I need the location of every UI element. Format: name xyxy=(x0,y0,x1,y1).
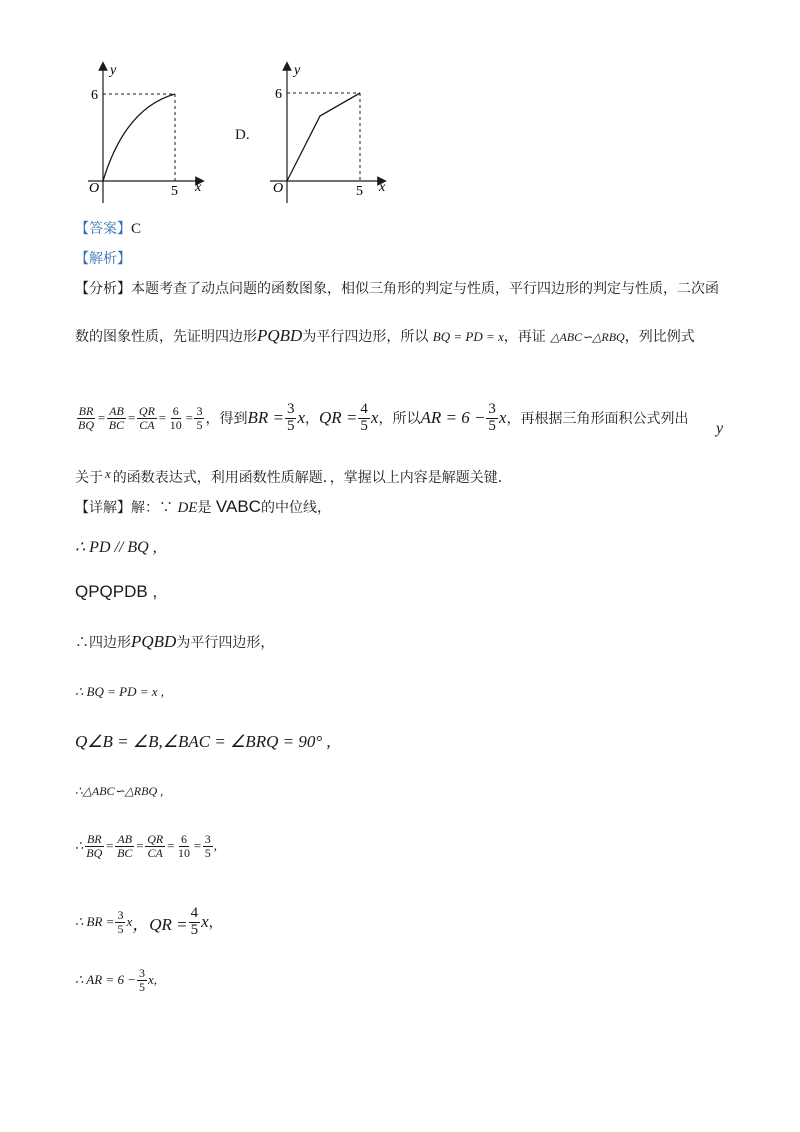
fenxi-line-2 xyxy=(75,326,695,346)
graph-c-x-tick: 5 xyxy=(171,184,178,199)
fenxi-x-var: x xyxy=(105,466,111,481)
frac-ab-bc: $\frac{AB}{BC}$ xyxy=(108,404,125,432)
graph-d-y-label: y xyxy=(294,63,301,78)
fenxi-tag: 【分析】 xyxy=(75,281,131,297)
fenxi-br-expr: BR = $\frac{3}{5}$ x xyxy=(247,401,306,434)
fenxi-qr-expr: QR = $\frac{4}{5}$ x xyxy=(319,401,379,434)
fenxi-text-2a: 数的图象性质，先证明四边形 xyxy=(75,329,257,345)
graph-c-y-label: y xyxy=(110,63,117,78)
answer-value: C xyxy=(131,221,142,237)
fenxi-text-3d: ，再根据三角形面积公式列出 xyxy=(506,411,689,428)
graph-d-origin: O xyxy=(273,181,284,196)
fenxi-text-3a: ，得到 xyxy=(205,411,248,428)
fenxi-ratio-chain: $\frac{BR}{BQ}$ = $\frac{AB}{BC}$ = $\frac{QR}{CA}$ = $\frac{6}{10}$ = $\frac{3}{5}$ xyxy=(78,404,203,432)
detail-step-3a: ∴四边形 xyxy=(75,635,131,651)
detail-tag: 【详解】 xyxy=(75,500,131,516)
answer-line xyxy=(75,218,141,238)
detail-step-7: ∴ $\frac{BR}{BQ}$ = $\frac{AB}{BC}$ = $\frac{QR}{CA}$ = $\frac{6}{10}$ = $\frac{3}{5}$ , xyxy=(75,832,217,860)
graph-d-x-tick: 5 xyxy=(356,184,363,199)
graph-d-y-tick: 6 xyxy=(275,87,282,102)
detail-intro: 解：∵ xyxy=(131,500,173,516)
graph-c-x-label: x xyxy=(195,180,202,195)
fenxi-text-2b: 为平行四边形，所以 xyxy=(302,329,429,345)
fenxi-ar-expr: AR = 6 − $\frac{3}{5}$ x xyxy=(420,401,507,434)
detail-de: DE xyxy=(177,500,198,516)
detail-step-9: ∴ AR = 6 − $\frac{3}{5}$ x , xyxy=(75,966,157,994)
fenxi-pqbd: PQBD xyxy=(257,326,303,345)
detail-is: 是 xyxy=(197,500,212,516)
fenxi-text-1: 本题考查了动点问题的函数图象，相似三角形的判定与性质，平行四边形的判定与性质，二次函 xyxy=(131,281,719,297)
graph-c-curve xyxy=(103,94,175,181)
fenxi-text-3b: ， xyxy=(305,411,320,428)
frac-qr-ca: $\frac{QR}{CA}$ xyxy=(138,404,155,432)
detail-step-2: QPQPDB , xyxy=(75,582,158,601)
frac-3-5: $\frac{3}{5}$ xyxy=(196,404,203,432)
fenxi-line-1 xyxy=(75,278,719,298)
graph-d xyxy=(262,58,392,208)
fenxi-line-3 xyxy=(75,402,688,435)
detail-step-5: Q∠B = ∠B,∠BAC = ∠BRQ = 90° , xyxy=(75,732,331,751)
fenxi-sim: △ABC∽△RBQ xyxy=(550,330,625,344)
fenxi-line-4 xyxy=(75,467,512,487)
fenxi-y-var: y xyxy=(716,420,724,437)
detail-step-1: ∴ PD // BQ , xyxy=(75,539,157,556)
fenxi-text-4b: 的函数表达式，利用函数性质解题．，掌握以上内容是解题关键． xyxy=(112,470,512,486)
answer-tag: 【答案】 xyxy=(75,221,131,237)
detail-step-6: ∴△ABC∽△RBQ , xyxy=(75,784,164,798)
fenxi-text-4a: 关于 xyxy=(75,470,103,486)
graph-d-polyline xyxy=(287,93,360,181)
detail-step-8: ∴ BR = $\frac{3}{5}$ x ，QR = $\frac{4}{5}$ x ， xyxy=(75,905,223,938)
graph-c xyxy=(80,58,210,208)
detail-step-3 xyxy=(75,632,274,652)
detail-step-3-pqbd: PQBD xyxy=(131,632,177,651)
detail-line-1 xyxy=(75,497,331,517)
graph-d-x-label: x xyxy=(379,180,386,195)
detail-step-3c: 为平行四边形， xyxy=(176,635,275,651)
fenxi-eq-bq: BQ = PD = x xyxy=(432,329,504,344)
fenxi-text-3c: ，所以 xyxy=(378,411,421,428)
frac-6-10: $\frac{6}{10}$ xyxy=(169,404,182,432)
graph-c-origin: O xyxy=(89,181,100,196)
frac-br-bq: $\frac{BR}{BQ}$ xyxy=(78,404,94,432)
detail-triangle: VABC xyxy=(215,497,261,516)
fenxi-text-2c: ，再证 xyxy=(503,329,546,345)
detail-step-4: ∴ BQ = PD = x , xyxy=(75,684,164,699)
analysis-tag: 【解析】 xyxy=(75,251,131,267)
fenxi-text-2d: ，列比例式 xyxy=(624,329,695,345)
graph-c-y-tick: 6 xyxy=(91,88,98,103)
detail-midline: 的中位线， xyxy=(260,500,331,516)
option-d-label: D. xyxy=(235,127,250,143)
